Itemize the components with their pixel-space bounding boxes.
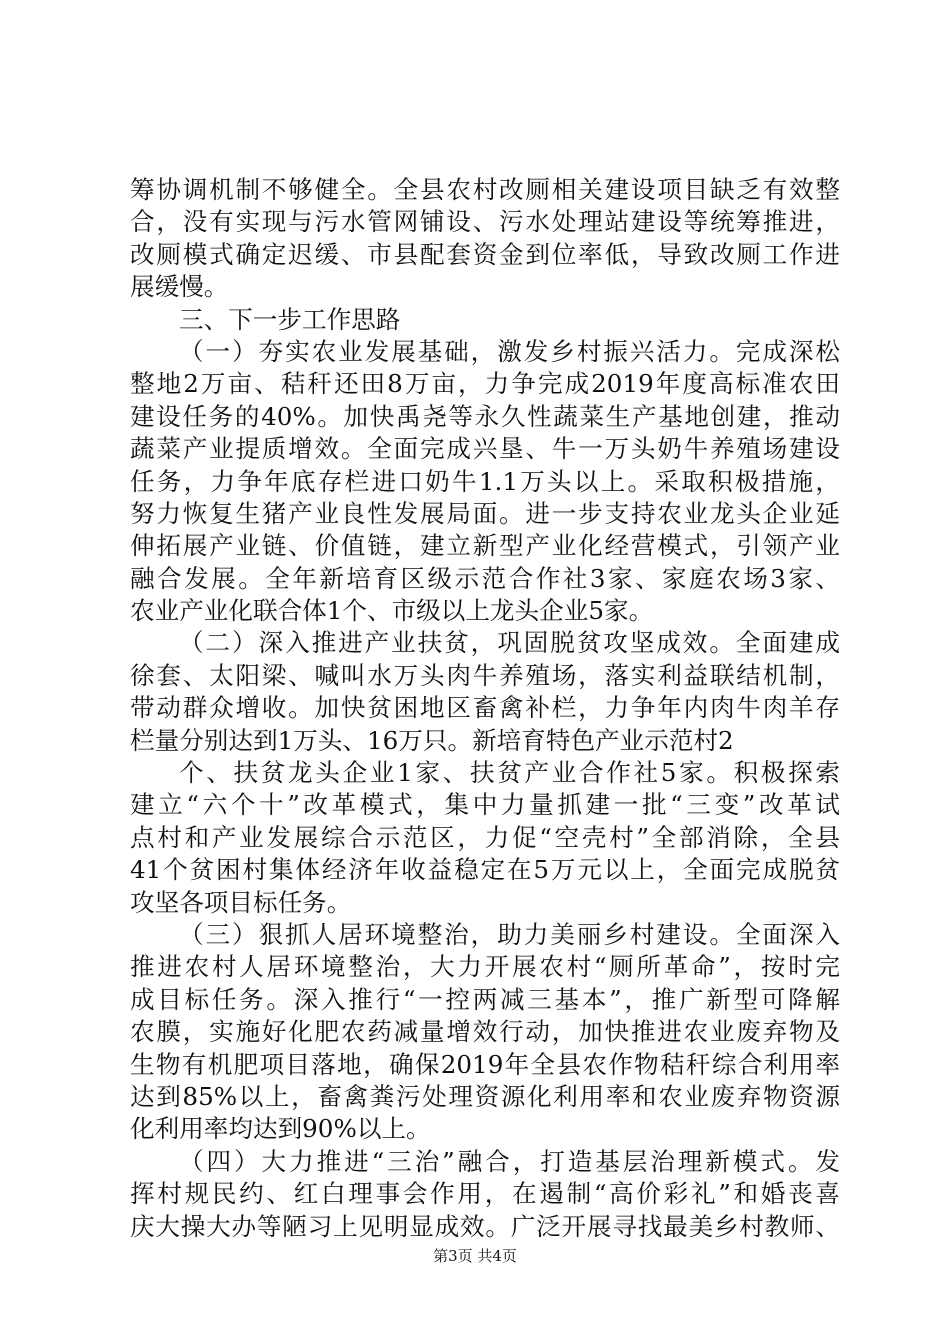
text-line: 栏量分别达到1万头、16万只。新培育特色产业示范村2	[130, 725, 734, 755]
text-line: 挥村规民约、红白理事会作用，在遏制“高价彩礼”和婚丧喜	[130, 1179, 840, 1209]
text-line: 个、扶贫龙头企业1家、扶贫产业合作社5家。积极探索	[179, 758, 840, 788]
page-footer	[0, 1245, 950, 1266]
text-line: 筹协调机制不够健全。全县农村改厕相关建设项目缺乏有效整	[130, 175, 840, 204]
text-line: 41个贫困村集体经济年收益稳定在5万元以上，全面完成脱贫	[130, 855, 840, 885]
text-line: 展缓慢。	[130, 272, 229, 302]
paragraph-start-line: （四）大力推进“三治”融合，打造基层治理新模式。发	[179, 1146, 840, 1176]
text-line: 庆大操大办等陋习上见明显成效。广泛开展寻找最美乡村教师、	[130, 1211, 840, 1241]
page-number-label: 第3页 共4页	[433, 1247, 517, 1265]
text-line: 带动群众增收。加快贫困地区畜禽补栏，力争年内肉牛肉羊存	[130, 693, 840, 723]
paragraph-start-line: （一）夯实农业发展基础，激发乡村振兴活力。完成深松	[179, 336, 840, 366]
text-line: 蔬菜产业提质增效。全面完成兴垦、牛一万头奶牛养殖场建设	[130, 434, 840, 464]
text-line: 努力恢复生猪产业良性发展局面。进一步支持农业龙头企业延	[130, 498, 840, 528]
paragraph-start-line: （三）狠抓人居环境整治，助力美丽乡村建设。全面深入	[179, 919, 840, 949]
text-line: 徐套、太阳梁、喊叫水万头肉牛养殖场，落实利益联结机制，	[130, 660, 840, 690]
text-line: 达到85%以上，畜禽粪污处理资源化利用率和农业废弃物资源	[130, 1081, 840, 1111]
text-line: 整地2万亩、秸秆还田8万亩，力争完成2019年度高标准农田	[130, 369, 840, 399]
text-line: 任务，力争年底存栏进口奶牛1.1万头以上。采取积极措施，	[130, 466, 840, 496]
text-line: 伸拓展产业链、价值链，建立新型产业化经营模式，引领产业	[130, 531, 840, 561]
text-line: 合，没有实现与污水管网铺设、污水处理站建设等统筹推进，	[130, 207, 840, 237]
text-line: 融合发展。全年新培育区级示范合作社3家、家庭农场3家、	[130, 563, 840, 593]
text-line: 化利用率均达到90%以上。	[130, 1114, 431, 1144]
section-heading: 三、下一步工作思路	[179, 304, 401, 334]
text-line: 攻坚各项目标任务。	[130, 887, 352, 917]
text-line: 生物有机肥项目落地，确保2019年全县农作物秸秆综合利用率	[130, 1049, 840, 1079]
text-line: 推进农村人居环境整治，大力开展农村“厕所革命”，按时完	[130, 952, 840, 982]
text-line: 建立“六个十”改革模式，集中力量抓建一批“三变”改革试	[130, 790, 840, 820]
paragraph-start-line: （二）深入推进产业扶贫，巩固脱贫攻坚成效。全面建成	[179, 628, 840, 658]
text-line: 成目标任务。深入推行“一控两减三基本”，推广新型可降解	[130, 984, 840, 1014]
text-line: 农膜，实施好化肥农药减量增效行动，加快推进农业废弃物及	[130, 1017, 840, 1047]
text-line: 改厕模式确定迟缓、市县配套资金到位率低，导致改厕工作进	[130, 239, 840, 269]
text-line: 农业产业化联合体1个、市级以上龙头企业5家。	[130, 596, 654, 626]
text-line: 建设任务的40%。加快禹尧等永久性蔬菜生产基地创建，推动	[130, 401, 840, 431]
text-line: 点村和产业发展综合示范区，力促“空壳村”全部消除，全县	[130, 822, 840, 852]
document-body	[130, 174, 840, 1243]
